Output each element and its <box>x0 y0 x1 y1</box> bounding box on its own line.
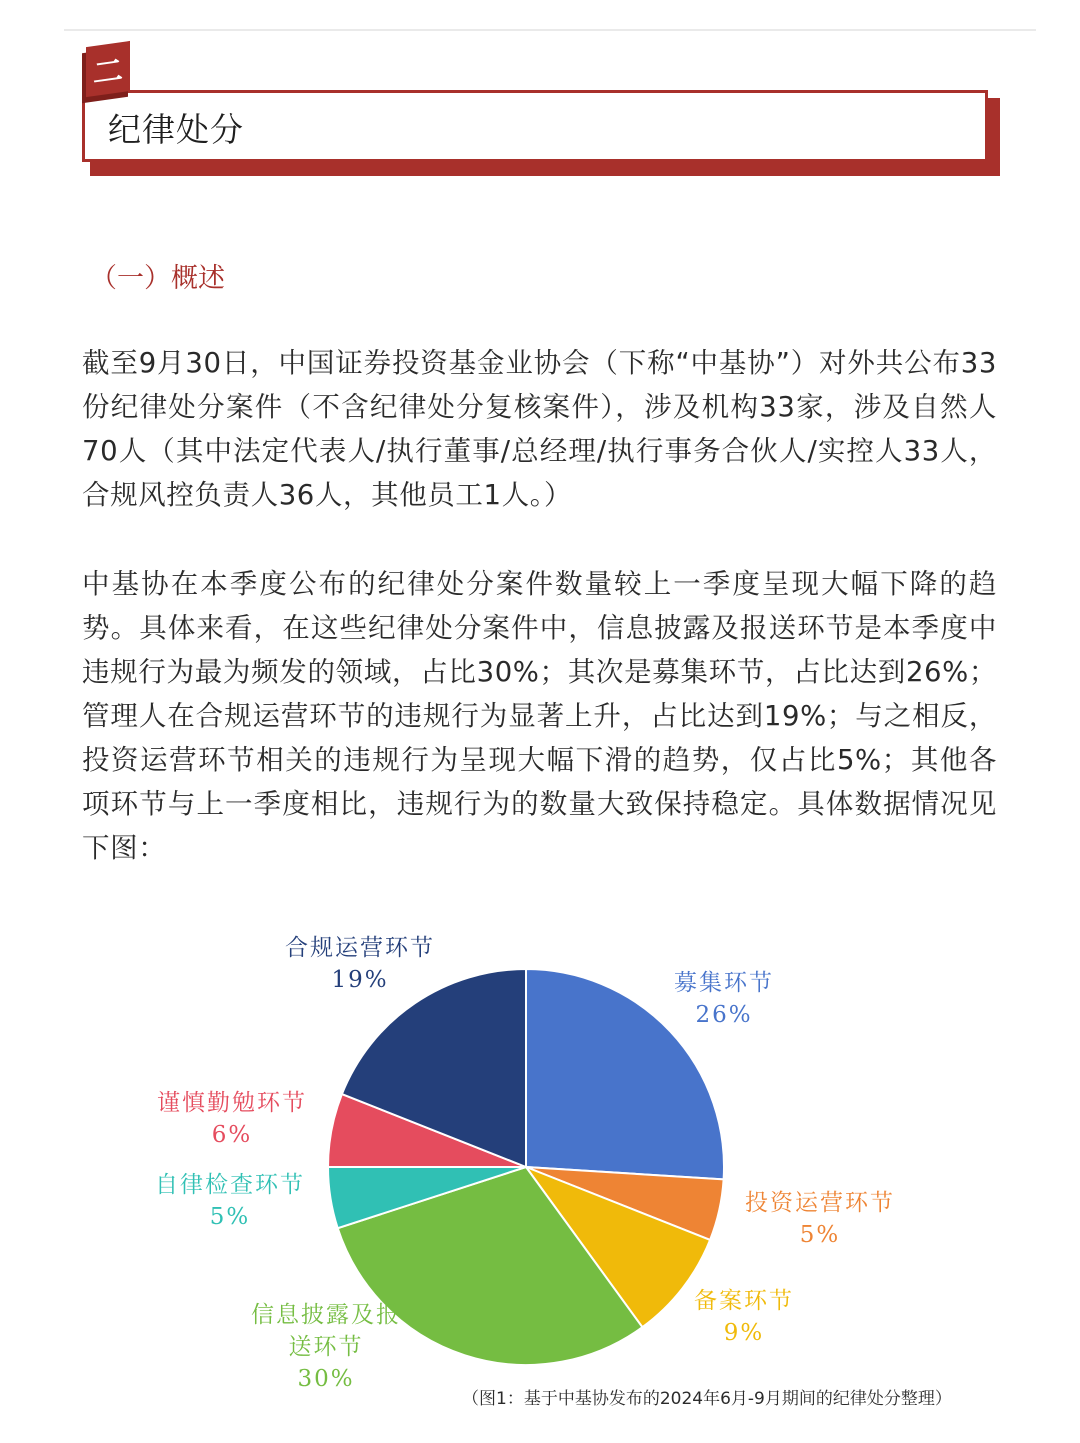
figure-caption: （图1：基于中基协发布的2024年6月-9月期间的纪律处分整理） <box>462 1389 952 1409</box>
data-label-name: 信息披露及报 <box>251 1302 401 1328</box>
data-label-value: 6% <box>211 1122 253 1148</box>
section-title: 纪律处分 <box>108 110 244 149</box>
data-label-name: 谨慎勤勉环节 <box>157 1090 307 1116</box>
section-number: 二 <box>86 41 130 97</box>
data-label-name: 备案环节 <box>694 1288 794 1314</box>
paragraph-analysis: 中基协在本季度公布的纪律处分案件数量较上一季度呈现大幅下降的趋势。具体来看，在这些纪律处分案件中，信息披露及报送环节是本季度中违规行为最为频发的领域，占比30%；其次是募集环节，占比达到26%；管理人在合规运营环节的违规行为显著上升，占比达到19%；与之相反，投资运营环节相关的违规行为呈现大幅下滑的趋势，仅占比5%；其他各项环节与上一季度相比，违规行为的数量大致保持稳定。具体数据情况见下图： <box>82 568 997 864</box>
data-label-name: 自律检查环节 <box>155 1172 305 1198</box>
subheading-overview: （一）概述 <box>90 263 225 294</box>
data-label-name: 合规运营环节 <box>285 935 435 961</box>
data-label-value: 5% <box>799 1222 841 1248</box>
data-label-value: 5% <box>209 1204 251 1230</box>
data-label-name: 送环节 <box>288 1334 364 1360</box>
data-label-value: 9% <box>723 1320 765 1346</box>
data-label-value: 30% <box>297 1366 355 1392</box>
data-label-name: 募集环节 <box>674 970 774 996</box>
data-label-value: 26% <box>695 1002 753 1028</box>
data-label-value: 19% <box>331 967 389 993</box>
pie-slice <box>526 969 724 1179</box>
paragraph-summary: 截至9月30日，中国证券投资基金业协会（下称“中基协”）对外共公布33份纪律处分案件（不含纪律处分复核案件），涉及机构33家，涉及自然人70人（其中法定代表人/执行董事/总经理/执行事务合伙人/实控人33人，合规风控负责人36人，其他员工1人。） <box>82 347 997 511</box>
data-label-name: 投资运营环节 <box>745 1190 895 1216</box>
